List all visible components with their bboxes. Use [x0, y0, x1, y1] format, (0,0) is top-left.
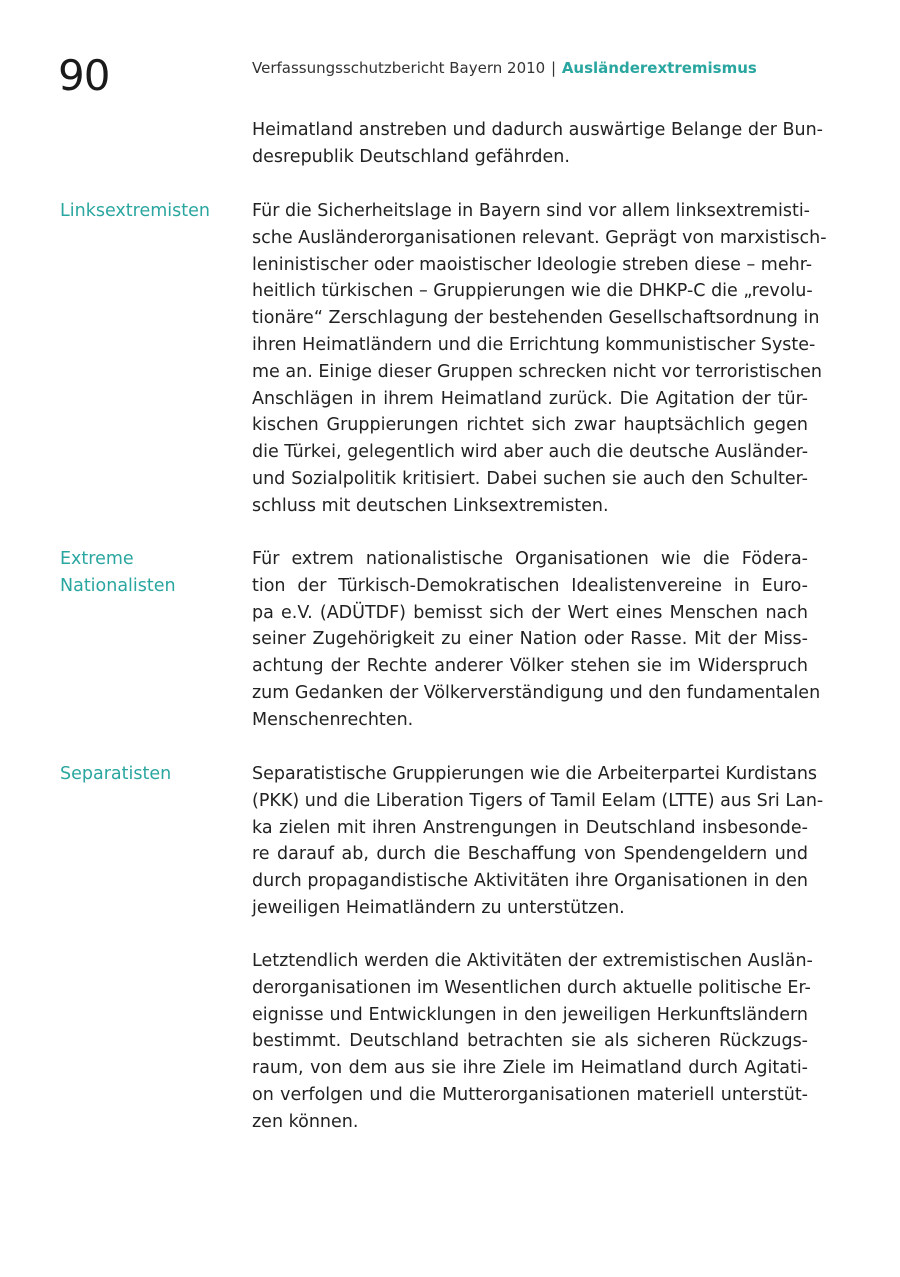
margin-label-linksextremisten: Linksextremisten	[60, 201, 210, 221]
page-number: 90	[58, 51, 110, 100]
paragraph-separatisten	[252, 761, 824, 922]
text-line: die Türkei, gelegentlich wird aber auch die deutsche Ausländer-	[252, 442, 809, 463]
paragraph-closing	[252, 948, 813, 1136]
text-line: durch propagandistische Aktivitäten ihre Organisationen in den	[252, 871, 808, 892]
text-line: leninistischer oder maoistischer Ideologie streben diese – mehr-	[252, 254, 813, 275]
header-section: Ausländerextremismus	[561, 59, 757, 77]
text-line: Menschenrechten.	[252, 709, 414, 730]
text-line: kischen Gruppierungen richtet sich zwar hauptsächlich gegen	[252, 415, 808, 436]
margin-label-line: Extreme	[60, 549, 134, 569]
text-line: sche Ausländerorganisationen relevant. Geprägt von marxistisch-	[252, 227, 827, 248]
text-line: bestimmt. Deutschland betrachten sie als sicheren Rückzugs-	[252, 1031, 808, 1052]
text-line: heitlich türkischen – Gruppierungen wie die DHKP-C die „revolu-	[252, 281, 813, 302]
text-line: ka zielen mit ihren Anstrengungen in Deutschland insbesonde-	[252, 817, 808, 838]
margin-label-line: Nationalisten	[60, 576, 176, 596]
margin-label-separatisten: Separatisten	[60, 764, 172, 784]
text-line: on verfolgen und die Mutterorganisationen materiell unterstüt-	[252, 1084, 808, 1105]
text-line: und Sozialpolitik kritisiert. Dabei suchen sie auch den Schulter-	[252, 468, 808, 489]
margin-label-extreme-nationalisten	[60, 546, 240, 600]
paragraph-continuation	[252, 117, 823, 171]
text-line: me an. Einige dieser Gruppen schrecken nicht vor terroristischen	[252, 361, 822, 382]
text-line: schluss mit deutschen Linksextremisten.	[252, 495, 609, 516]
text-line: ihren Heimatländern und die Errichtung kommunistischer Syste-	[252, 334, 816, 355]
text-line: (PKK) und die Liberation Tigers of Tamil Eelam (LTTE) aus Sri Lan-	[252, 790, 824, 811]
running-header	[252, 58, 757, 78]
text-line: derorganisationen im Wesentlichen durch aktuelle politische Er-	[252, 977, 811, 998]
paragraph-linksextremisten	[252, 198, 827, 520]
text-line: re darauf ab, durch die Beschaffung von Spendengeldern und	[252, 844, 808, 865]
text-line: tionäre“ Zerschlagung der bestehenden Gesellschaftsordnung in	[252, 308, 820, 329]
text-line: zen können.	[252, 1111, 359, 1132]
text-line: pa e.V. (ADÜTDF) bemisst sich der Wert eines Menschen nach	[252, 602, 808, 623]
header-title: Verfassungsschutzbericht Bayern 2010	[252, 59, 546, 77]
text-line: Heimatland anstreben und dadurch auswärtige Belange der Bun-	[252, 120, 823, 140]
text-line: Separatistische Gruppierungen wie die Arbeiterpartei Kurdistans	[252, 764, 818, 784]
paragraph-extreme-nationalisten	[252, 546, 821, 734]
text-line: Anschlägen in ihrem Heimatland zurück. Die Agitation der tür-	[252, 388, 808, 409]
text-line: raum, von dem aus sie ihre Ziele im Heimatland durch Agitati-	[252, 1058, 808, 1079]
text-line: desrepublik Deutschland gefährden.	[252, 146, 570, 167]
text-line: Für die Sicherheitslage in Bayern sind vor allem linksextremisti-	[252, 201, 811, 221]
text-line: achtung der Rechte anderer Völker stehen sie im Widerspruch	[252, 656, 808, 677]
text-line: jeweiligen Heimatländern zu unterstützen.	[252, 897, 625, 918]
text-line: tion der Türkisch-Demokratischen Idealistenvereine in Euro-	[252, 575, 808, 596]
header-separator: |	[550, 59, 557, 77]
text-line: eignisse und Entwicklungen in den jeweiligen Herkunftsländern	[252, 1004, 808, 1025]
text-line: seiner Zugehörigkeit zu einer Nation oder Rasse. Mit der Miss-	[252, 629, 808, 650]
text-line: Für extrem nationalistische Organisationen wie die Födera-	[252, 549, 808, 569]
text-line: Letztendlich werden die Aktivitäten der extremistischen Auslän-	[252, 951, 813, 971]
text-line: zum Gedanken der Völkerverständigung und den fundamentalen	[252, 682, 821, 703]
